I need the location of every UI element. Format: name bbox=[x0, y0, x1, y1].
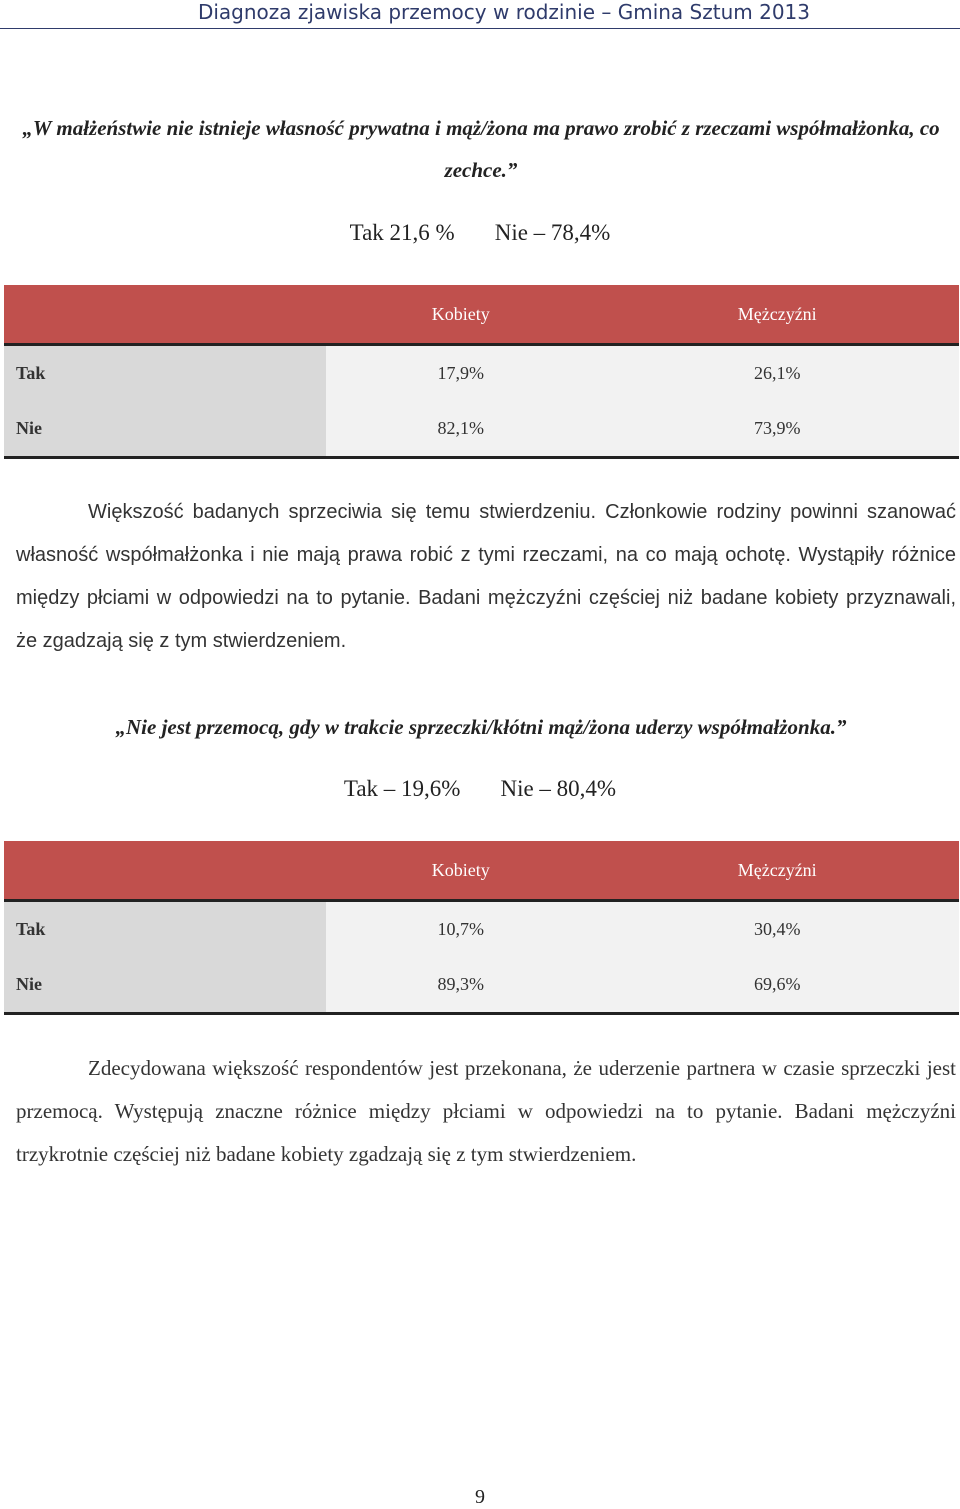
row-label: Tak bbox=[4, 901, 326, 958]
table-corner-cell bbox=[4, 285, 326, 345]
value-men: 26,1% bbox=[595, 345, 959, 402]
result-yes-2: Tak – 19,6% bbox=[343, 776, 461, 801]
commentary-text-2: Zdecydowana większość respondentów jest przekonana, że uderzenie partnera w czasie sprzeczki jest przemocą. Występują znaczne różnice między płciami w odpowiedzi na to pytanie. Badani mężczyźni trzykrotnie częściej niż badane kobiety zgadzają się z tym stwierdzeniem. bbox=[16, 1056, 956, 1166]
table-row bbox=[4, 401, 959, 458]
result-no-1: Nie – 78,4% bbox=[494, 220, 611, 245]
commentary-text-1: Większość badanych sprzeciwia się temu stwierdzeniu. Członkowie rodziny powinni szanować własność współmałżonka i nie mają prawa robić z tymi rzeczami, na co mają ochotę. Wystąpiły różnice między płciami w odpowiedzi na to pytanie. Badani mężczyźni częściej niż badane kobiety przyznawali, że zgadzają się z tym stwierdzeniem. bbox=[16, 501, 956, 652]
column-header-women: Kobiety bbox=[326, 285, 595, 345]
value-women: 89,3% bbox=[326, 957, 595, 1014]
row-label: Nie bbox=[4, 401, 326, 458]
table-row bbox=[4, 901, 959, 958]
value-men: 73,9% bbox=[595, 401, 959, 458]
table-header-row bbox=[4, 841, 959, 901]
table-corner-cell bbox=[4, 841, 326, 901]
table-row bbox=[4, 345, 959, 402]
table-row bbox=[4, 957, 959, 1014]
gender-table-1 bbox=[4, 285, 959, 459]
result-no-2: Nie – 80,4% bbox=[500, 776, 617, 801]
header-rule bbox=[0, 28, 960, 29]
quote-statement-2: „Nie jest przemocą, gdy w trakcie sprzeczki/kłótni mąż/żona uderzy współmałżonka.” bbox=[115, 715, 847, 739]
column-header-men: Mężczyźni bbox=[595, 841, 959, 901]
quote-statement-1: „W małżeństwie nie istnieje własność prywatna i mąż/żona ma prawo zrobić z rzeczami współmałżonka, co zechce.” bbox=[22, 116, 940, 182]
commentary-paragraph-1 bbox=[16, 491, 956, 663]
column-header-women: Kobiety bbox=[326, 841, 595, 901]
value-men: 30,4% bbox=[595, 901, 959, 958]
page-header bbox=[0, 0, 960, 30]
value-men: 69,6% bbox=[595, 957, 959, 1014]
gender-table-2 bbox=[4, 841, 959, 1015]
column-header-men: Mężczyźni bbox=[595, 285, 959, 345]
overall-result-1 bbox=[0, 220, 960, 246]
page-number: 9 bbox=[475, 1486, 485, 1508]
value-women: 82,1% bbox=[326, 401, 595, 458]
overall-result-2 bbox=[0, 776, 960, 802]
value-women: 10,7% bbox=[326, 901, 595, 958]
header-title: Diagnoza zjawiska przemocy w rodzinie – Gmina Sztum 2013 bbox=[197, 0, 810, 24]
value-women: 17,9% bbox=[326, 345, 595, 402]
table-header-row bbox=[4, 285, 959, 345]
row-label: Tak bbox=[4, 345, 326, 402]
row-label: Nie bbox=[4, 957, 326, 1014]
commentary-paragraph-2 bbox=[16, 1047, 956, 1176]
result-yes-1: Tak 21,6 % bbox=[349, 220, 455, 245]
